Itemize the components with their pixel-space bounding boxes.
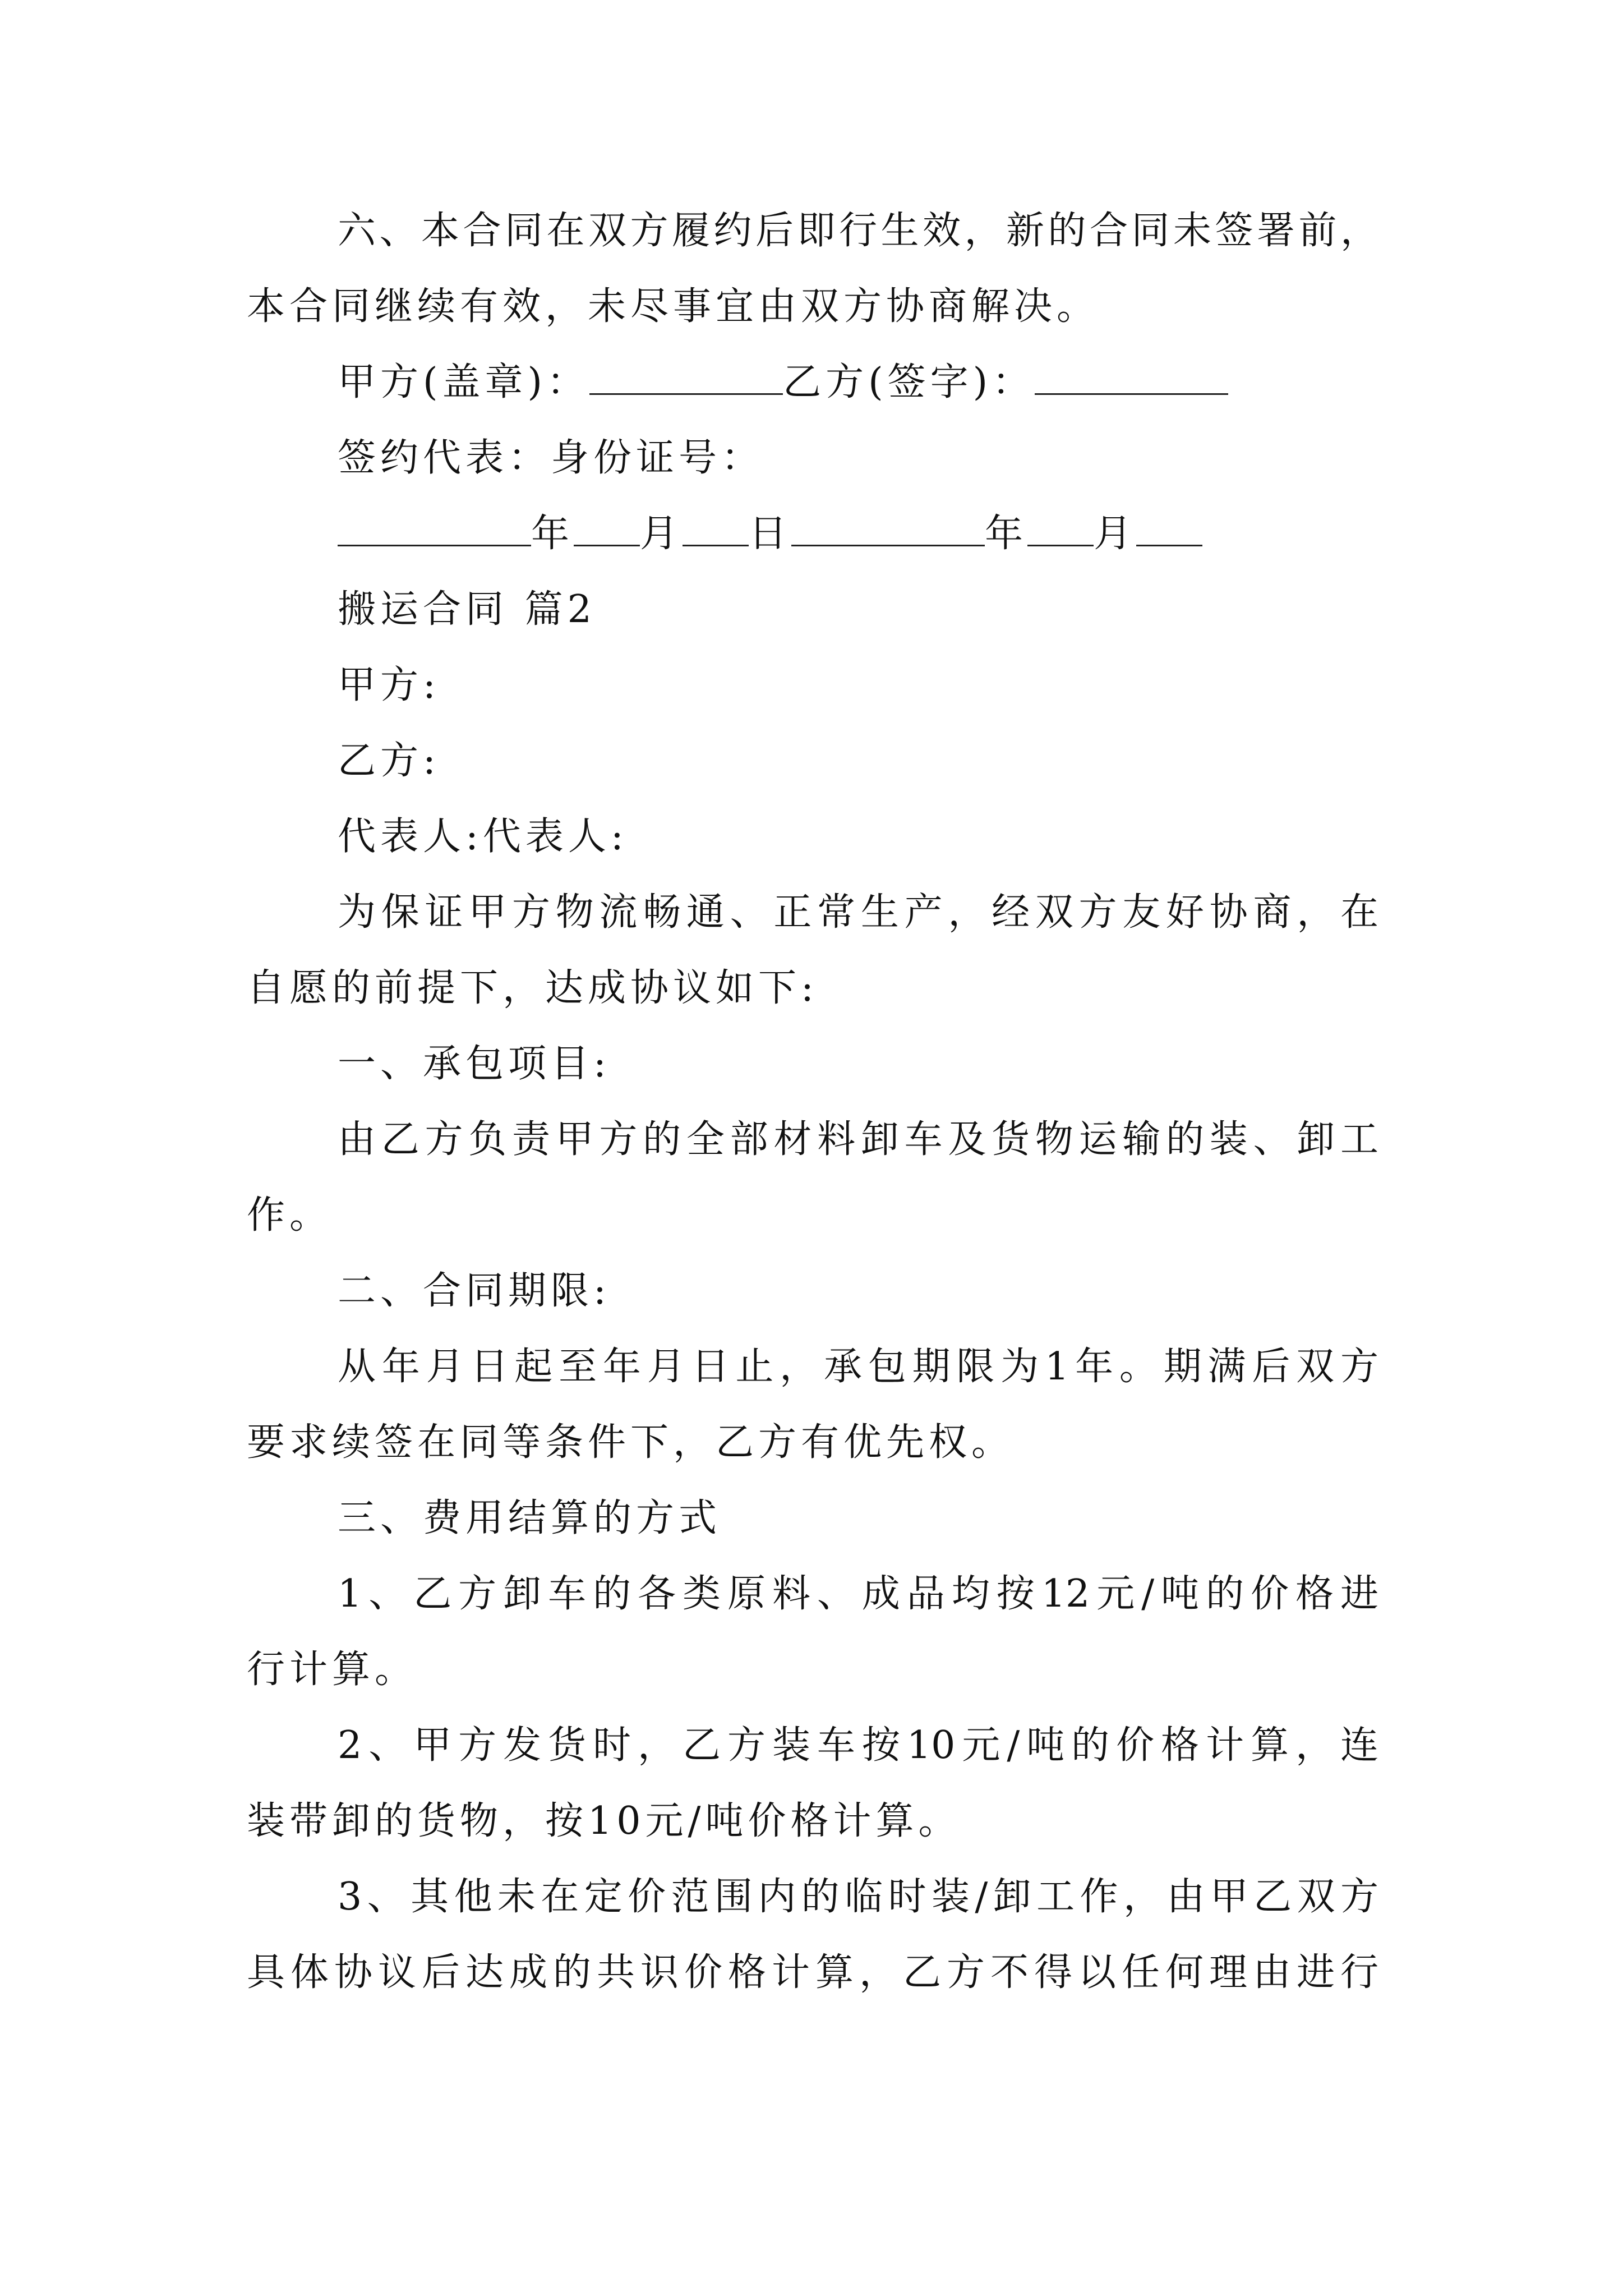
party-a-seal-label: 甲方(盖章)：: [338, 360, 590, 404]
date-day-blank-a: [683, 510, 749, 546]
section-2-title: 二、合同期限:: [338, 1269, 611, 1313]
item-2-line-1: 2、甲方发货时，乙方装车按10元/吨的价格计算，连: [338, 1723, 1378, 1768]
signing-representative-label: 签约代表：身份证号：: [338, 436, 764, 480]
date-year-blank-b: [791, 510, 985, 546]
party-b-sign-blank: [1035, 358, 1228, 395]
party-b-line: 乙方:: [338, 739, 440, 783]
section-1-line-1: 由乙方负责甲方的全部材料卸车及货物运输的装、卸工: [338, 1117, 1378, 1162]
item-3-line-1: 3、其他未在定价范围内的临时装/卸工作，由甲乙双方: [338, 1875, 1378, 1919]
date-year-blank-a: [338, 510, 531, 546]
date-year-label-a: 年: [531, 512, 574, 556]
section-2-line-2: 要求续签在同等条件下，乙方有优先权。: [247, 1420, 1015, 1465]
date-month-blank-a: [574, 510, 640, 546]
intro-line-2: 自愿的前提下，达成协议如下:: [247, 966, 818, 1010]
intro-line-1: 为保证甲方物流畅通、正常生产，经双方友好协商，在: [338, 890, 1378, 935]
date-day-label-a: 日: [749, 512, 792, 556]
date-month-blank-b: [1027, 510, 1094, 546]
section-2-line-1: 从年月日起至年月日止，承包期限为1年。期满后双方: [338, 1345, 1378, 1389]
representatives-line: 代表人:代表人:: [338, 815, 628, 859]
item-2-line-2: 装带卸的货物，按10元/吨价格计算。: [247, 1799, 961, 1843]
date-line: [338, 509, 1202, 559]
date-month-label-a: 月: [640, 512, 683, 556]
date-year-label-b: 年: [985, 512, 1028, 556]
party-a-seal-blank: [589, 358, 783, 395]
section-1-line-2: 作。: [247, 1193, 333, 1237]
party-b-sign-label: 乙方(签字)：: [783, 360, 1035, 404]
paragraph-6-line-1: 六、本合同在双方履约后即行生效，新的合同未签署前，: [338, 209, 1378, 253]
date-month-label-b: 月: [1094, 512, 1137, 556]
section-3-title: 三、费用结算的方式: [338, 1496, 722, 1540]
party-a-line: 甲方:: [338, 663, 440, 707]
section-1-title: 一、承包项目:: [338, 1042, 611, 1086]
item-1-line-2: 行计算。: [247, 1648, 418, 1692]
signature-line-parties: [338, 357, 1228, 408]
contract-title-2: 搬运合同 篇2: [338, 587, 596, 632]
item-1-line-1: 1、乙方卸车的各类原料、成品均按12元/吨的价格进: [338, 1572, 1378, 1616]
date-end-blank: [1136, 510, 1202, 546]
paragraph-6-line-2: 本合同继续有效，未尽事宜由双方协商解决。: [247, 284, 1100, 329]
item-3-line-2: 具体协议后达成的共识价格计算，乙方不得以任何理由进行: [247, 1950, 1378, 1995]
